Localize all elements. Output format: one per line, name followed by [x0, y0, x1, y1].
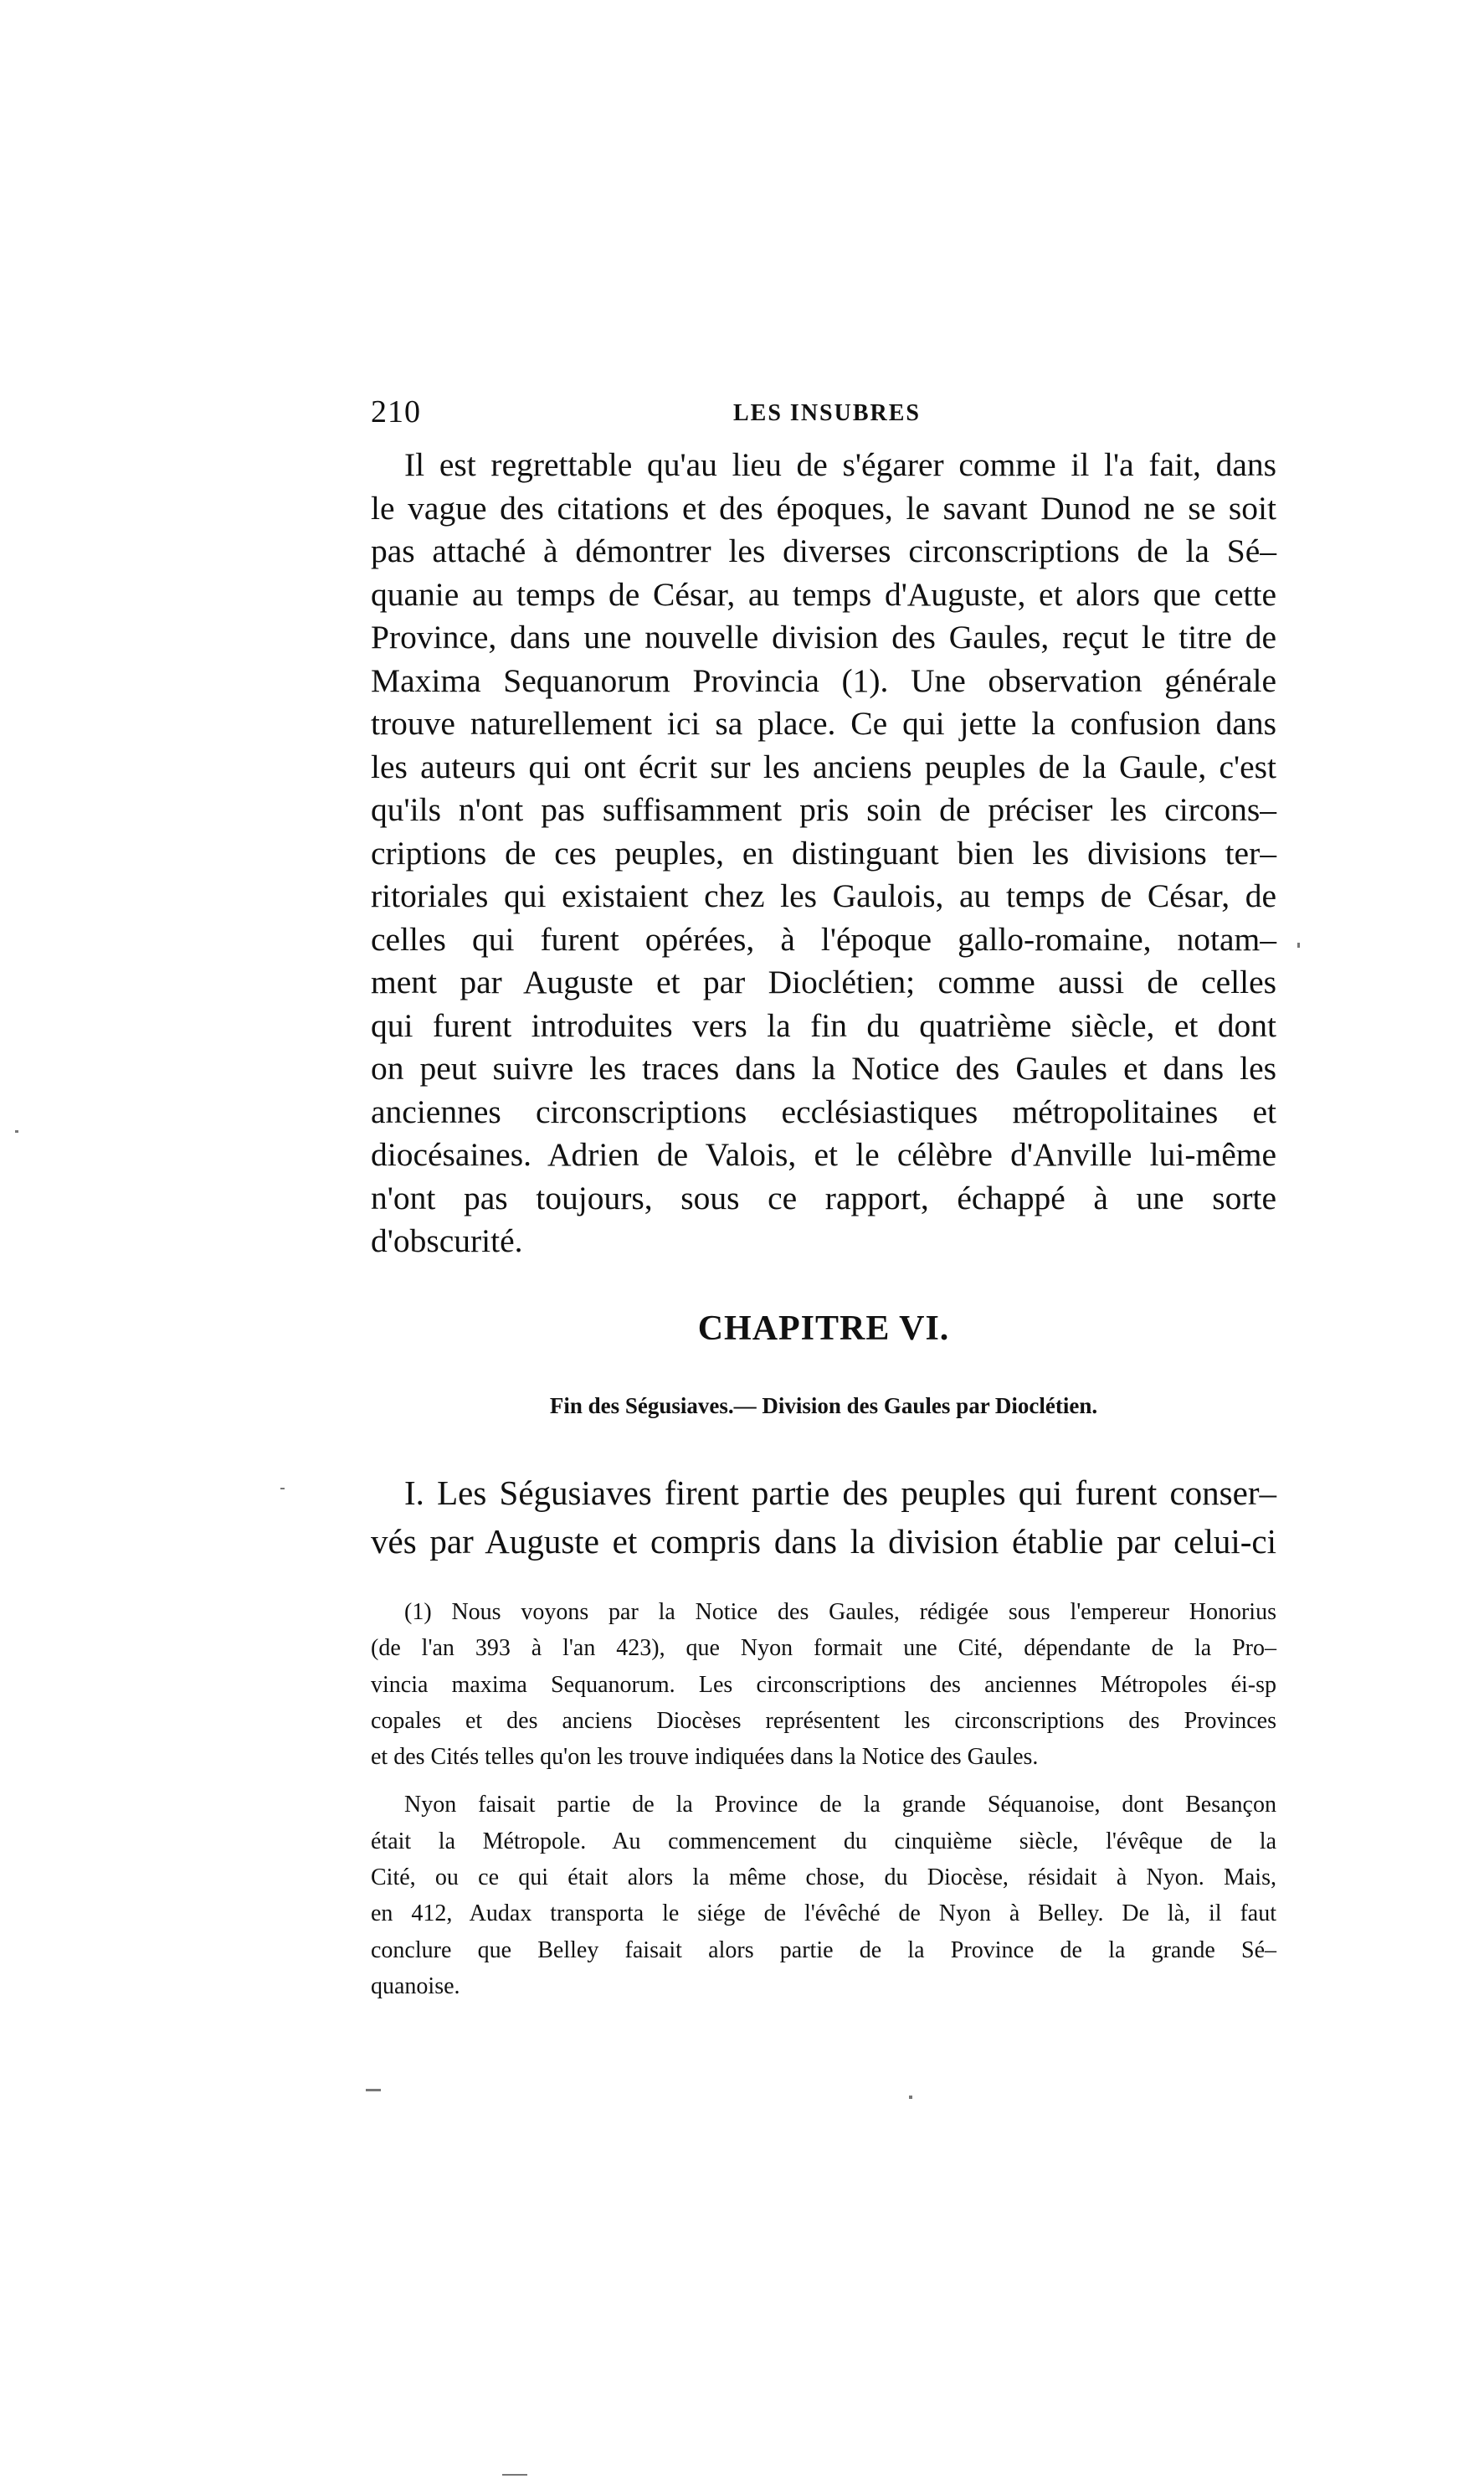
footnote-1 — [371, 1594, 1276, 1775]
text-line: celles qui furent opérées, à l'époque gallo-romaine, notam– — [371, 920, 1276, 958]
scan-speck — [909, 2096, 912, 2099]
text-line: ment par Auguste et par Dioclétien; comme aussi de celles — [371, 964, 1276, 1000]
text-line: Maxima Sequanorum Provincia (1). Une observation générale — [371, 661, 1276, 699]
text-line: trouve naturellement ici sa place. Ce qui jette la confusion dans — [371, 705, 1276, 742]
footnote-line: (de l'an 393 à l'an 423), que Nyon formait une Cité, dépendante de la Pro– — [371, 1635, 1276, 1662]
section-paragraph — [371, 1468, 1276, 1566]
text-line: anciennes circonscriptions ecclésiastiques métropolitaines et — [371, 1093, 1276, 1130]
text-line: qui furent introduites vers la fin du quatrième siècle, et dont — [371, 1006, 1276, 1044]
footnote-line: quanoise. — [371, 1972, 460, 1999]
text-line: ritoriales qui existaient chez les Gaulois, au temps de César, de — [371, 877, 1276, 914]
page-number: 210 — [371, 394, 421, 429]
footnotes — [371, 1594, 1276, 2004]
footnote-line: copales et des anciens Diocèses représentent les circonscriptions des Provinces — [371, 1707, 1276, 1734]
text-line: Il est regrettable qu'au lieu de s'égarer comme il l'a fait, dans — [404, 446, 1276, 483]
footnote-line: vincia maxima Sequanorum. Les circonscriptions des anciennes Métropoles éi-sp — [371, 1671, 1276, 1698]
text-line: qu'ils n'ont pas suffisamment pris soin de préciser les circons– — [371, 791, 1276, 828]
scan-speck — [15, 1130, 18, 1133]
text-line: quanie au temps de César, au temps d'Auguste, et alors que cette — [371, 575, 1276, 613]
footnote-line: en 412, Audax transporta le siége de l'évêché de Nyon à Belley. De là, il faut — [371, 1900, 1276, 1927]
text-line: n'ont pas toujours, sous ce rapport, échappé à une sorte — [371, 1179, 1276, 1216]
footnote-line: conclure que Belley faisait alors partie de la Province de la grande Sé– — [371, 1936, 1276, 1963]
text-line: criptions de ces peuples, en distinguant bien les divisions ter– — [371, 834, 1276, 872]
footnote-line: était la Métropole. Au commencement du cinquième siècle, l'évêque de la — [371, 1828, 1276, 1854]
text-line: Province, dans une nouvelle division des Gaules, reçut le titre de — [371, 619, 1276, 656]
footnote-line: (1) Nous voyons par la Notice des Gaules, rédigée sous l'empereur Honorius — [404, 1599, 1276, 1625]
scan-speck — [280, 1488, 285, 1489]
running-head — [371, 393, 1283, 444]
text-line: les auteurs qui ont écrit sur les anciens peuples de la Gaule, c'est — [371, 748, 1276, 785]
scan-speck — [502, 2474, 527, 2476]
chapter-subtitle: Fin des Ségusiaves.— Division des Gaules par Dioclétien. — [549, 1393, 1098, 1418]
footnote-line: Cité, ou ce qui était alors la même chose, du Diocèse, résidait à Nyon. Mais, — [371, 1864, 1276, 1891]
scan-speck — [366, 2089, 381, 2091]
footnote-gap — [371, 1775, 1276, 1787]
scan-speck — [1297, 943, 1300, 948]
text-line: diocésaines. Adrien de Valois, et le célèbre d'Anville lui-même — [371, 1136, 1276, 1173]
text-line: vés par Auguste et compris dans la division établie par celui-ci — [371, 1522, 1276, 1561]
text-line: pas attaché à démontrer les diverses circonscriptions de la Sé– — [371, 532, 1276, 569]
text-line: on peut suivre les traces dans la Notice des Gaules et dans les — [371, 1050, 1276, 1087]
footnote-line: et des Cités telles qu'on les trouve indiquées dans la Notice des Gaules. — [371, 1744, 1039, 1771]
footnote-line: Nyon faisait partie de la Province de la grande Séquanoise, dont Besançon — [404, 1792, 1276, 1818]
text-line: le vague des citations et des époques, le savant Dunod ne se soit — [371, 489, 1276, 527]
body-paragraph — [371, 444, 1276, 1263]
text-line: I. Les Ségusiaves firent partie des peuples qui furent conser– — [404, 1473, 1276, 1512]
chapter-title: CHAPITRE VI. — [697, 1309, 950, 1348]
text-line: d'obscurité. — [371, 1222, 523, 1259]
running-title: LES INSUBRES — [733, 400, 921, 426]
footnote-2 — [371, 1787, 1276, 2004]
